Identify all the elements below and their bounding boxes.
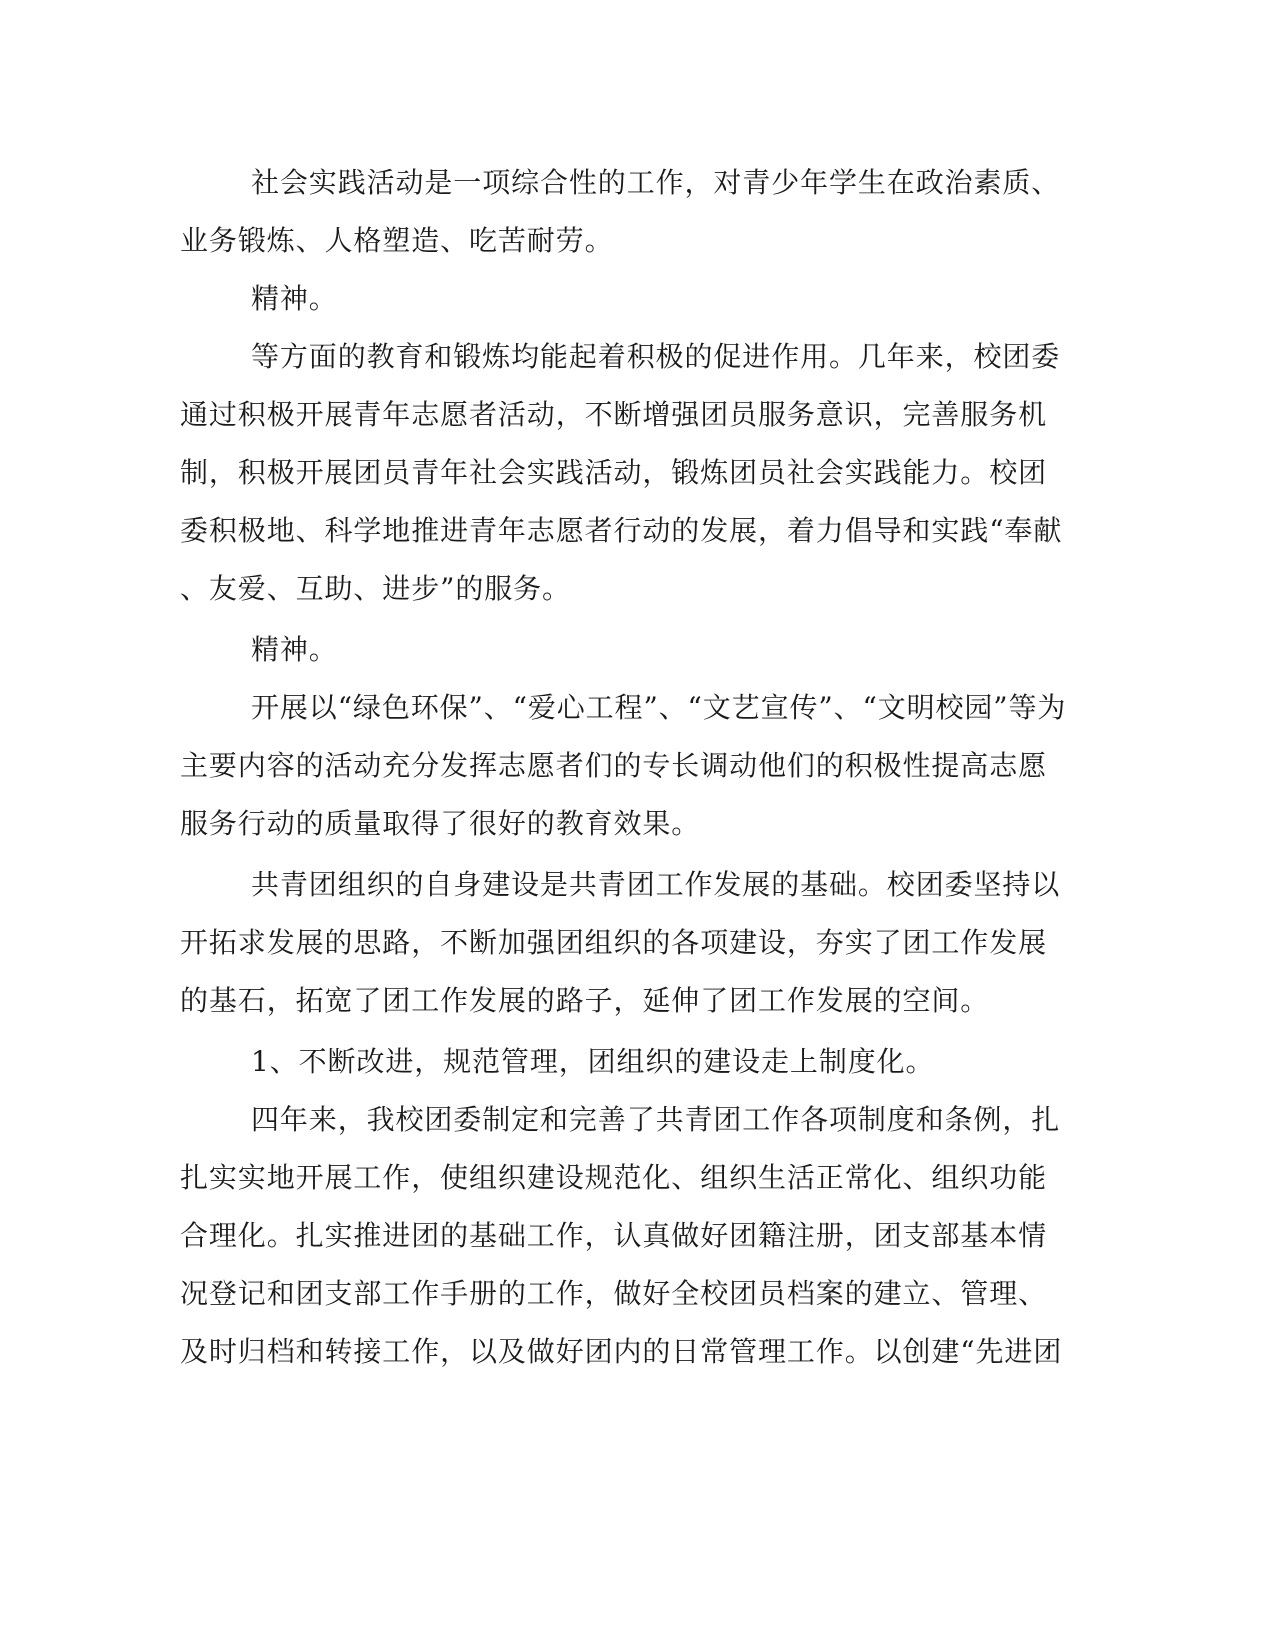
text-line [0,688,1275,728]
line-text: 业务锻炼、人格塑造、吃苦耐劳。 [180,224,614,257]
line-text: 及时归档和转接工作，以及做好团内的日常管理工作。以创建“先进团 [180,1335,1063,1368]
text-line [0,1274,1275,1314]
text-line [0,981,1275,1021]
text-line [0,1100,1275,1140]
text-line [0,1216,1275,1256]
line-text: 开展以“绿色环保”、“爱心工程”、“文艺宣传”、“文明校园”等为 [251,691,1067,724]
text-line [0,163,1275,203]
line-text: 社会实践活动是一项综合性的工作，对青少年学生在政治素质、 [251,166,1061,199]
line-text: 扎实实地开展工作，使组织建设规范化、组织生活正常化、组织功能 [180,1161,1048,1194]
line-text: 精神。 [251,282,338,315]
line-text: 精神。 [251,633,338,666]
line-text: 四年来，我校团委制定和完善了共青团工作各项制度和条例，扎 [251,1103,1061,1136]
text-line [0,1158,1275,1198]
line-text: 委积极地、科学地推进青年志愿者行动的发展，着力倡导和实践“奉献 [180,514,1063,547]
text-line [0,337,1275,377]
text-line [0,865,1275,905]
text-line [0,221,1275,261]
text-line [0,453,1275,493]
text-line [0,630,1275,670]
text-line [0,746,1275,786]
text-line [0,395,1275,435]
line-text: 1、不断改进，规范管理，团组织的建设走上制度化。 [251,1045,935,1078]
line-text: 合理化。扎实推进团的基础工作，认真做好团籍注册，团支部基本情 [180,1219,1048,1252]
line-text: 制，积极开展团员青年社会实践活动，锻炼团员社会实践能力。校团 [180,456,1048,489]
text-line [0,511,1275,551]
text-line [0,804,1275,844]
line-text: 共青团组织的自身建设是共青团工作发展的基础。校团委坚持以 [251,868,1061,901]
line-text: 、友爱、互助、进步”的服务。 [180,572,571,605]
text-line [0,1042,1275,1082]
text-line [0,923,1275,963]
line-text: 主要内容的活动充分发挥志愿者们的专长调动他们的积极性提高志愿 [180,749,1048,782]
line-text: 开拓求发展的思路，不断加强团组织的各项建设，夯实了团工作发展 [180,926,1048,959]
line-text: 等方面的教育和锻炼均能起着积极的促进作用。几年来，校团委 [251,340,1061,373]
text-line [0,279,1275,319]
line-text: 服务行动的质量取得了很好的教育效果。 [180,807,701,840]
text-line [0,1332,1275,1372]
line-text: 通过积极开展青年志愿者活动，不断增强团员服务意识，完善服务机 [180,398,1048,431]
line-text: 况登记和团支部工作手册的工作，做好全校团员档案的建立、管理、 [180,1277,1048,1310]
line-text: 的基石，拓宽了团工作发展的路子，延伸了团工作发展的空间。 [180,984,990,1017]
text-line [0,569,1275,609]
